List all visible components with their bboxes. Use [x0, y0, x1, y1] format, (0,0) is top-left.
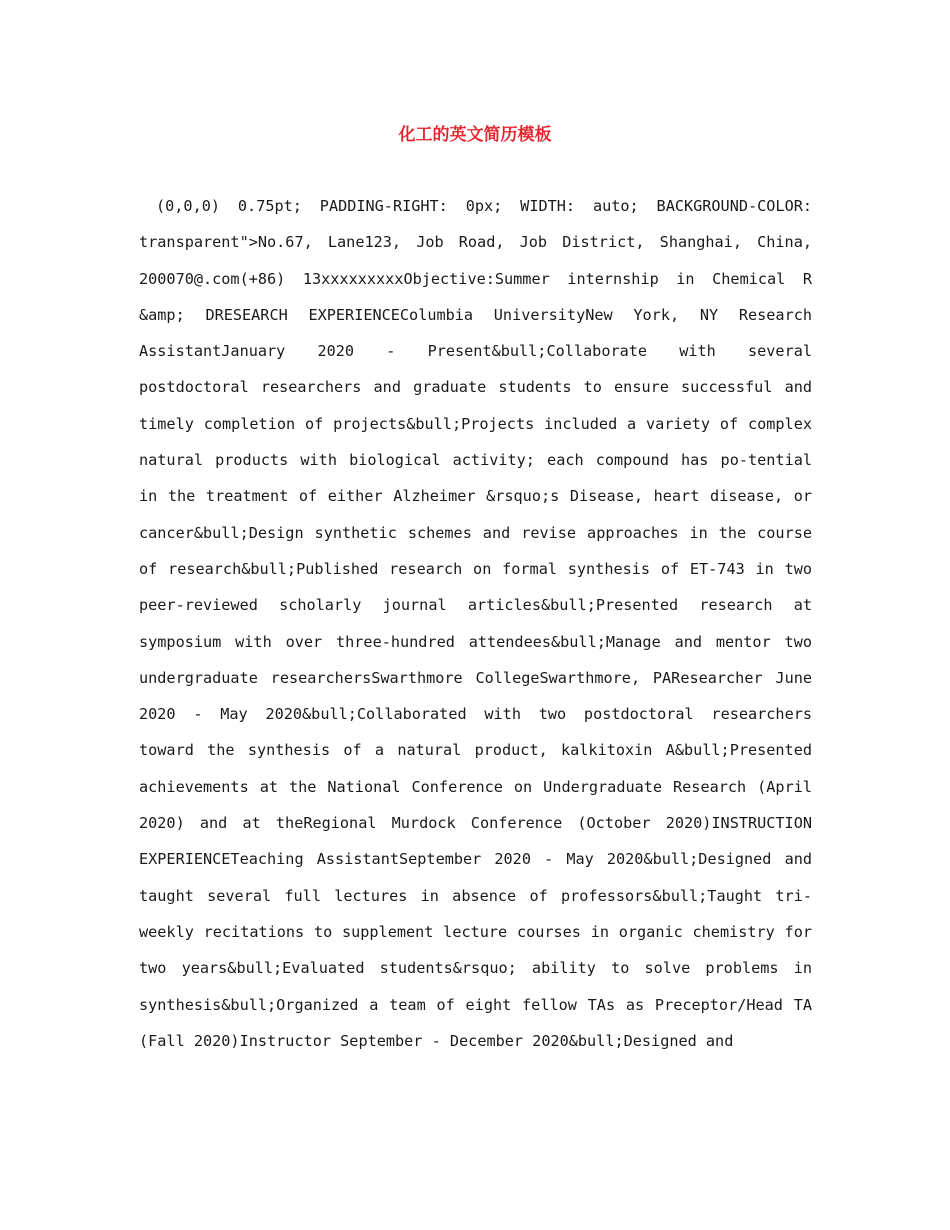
document-body-text: (0,0,0) 0.75pt; PADDING-RIGHT: 0px; WIDTH: auto; BACKGROUND-COLOR: transparent">No.67, Lane123, Job Road, Job District, Shanghai, China, 200070@.com(+86) 13xxxxxxxxxObjective:Summer internship in Chemical R &amp; DRESEARCH EXPERIENCEColumbia UniversityNew York, NY Research AssistantJanuary 2020 - Present&bull;Collaborate with several postdoctoral researchers and graduate students to ensure successful and timely completion of projects&bull;Projects included a variety of complex natural products with biological activity; each compound has po-tential in the treatment of either Alzheimer &rsquo;s Disease, heart disease, or cancer&bull;Design synthetic schemes and revise approaches in the course of research&bull;Published research on formal synthesis of ET-743 in two peer-reviewed scholarly journal articles&bull;Presented research at symposium with over three-hundred attendees&bull;Manage and mentor two undergraduate researchersSwarthmore CollegeSwarthmore, PAResearcher June 2020 - May 2020&bull;Collaborated with two postdoctoral researchers toward the synthesis of a natural product, kalkitoxin A&bull;Presented achievements at the National Conference on Undergraduate Research (April 2020) and at theRegional Murdock Conference (October 2020)INSTRUCTION EXPERIENCETeaching AssistantSeptember 2020 - May 2020&bull;Designed and taught several full lectures in absence of professors&bull;Taught tri-weekly recitations to supplement lecture courses in organic chemistry for two years&bull;Evaluated students&rsquo; ability to solve problems in synthesis&bull;Organized a team of eight fellow TAs as Preceptor/Head TA (Fall 2020)Instructor September - December 2020&bull;Designed and	[139, 197, 812, 1050]
document-title: 化工的英文简历模板	[398, 125, 552, 145]
